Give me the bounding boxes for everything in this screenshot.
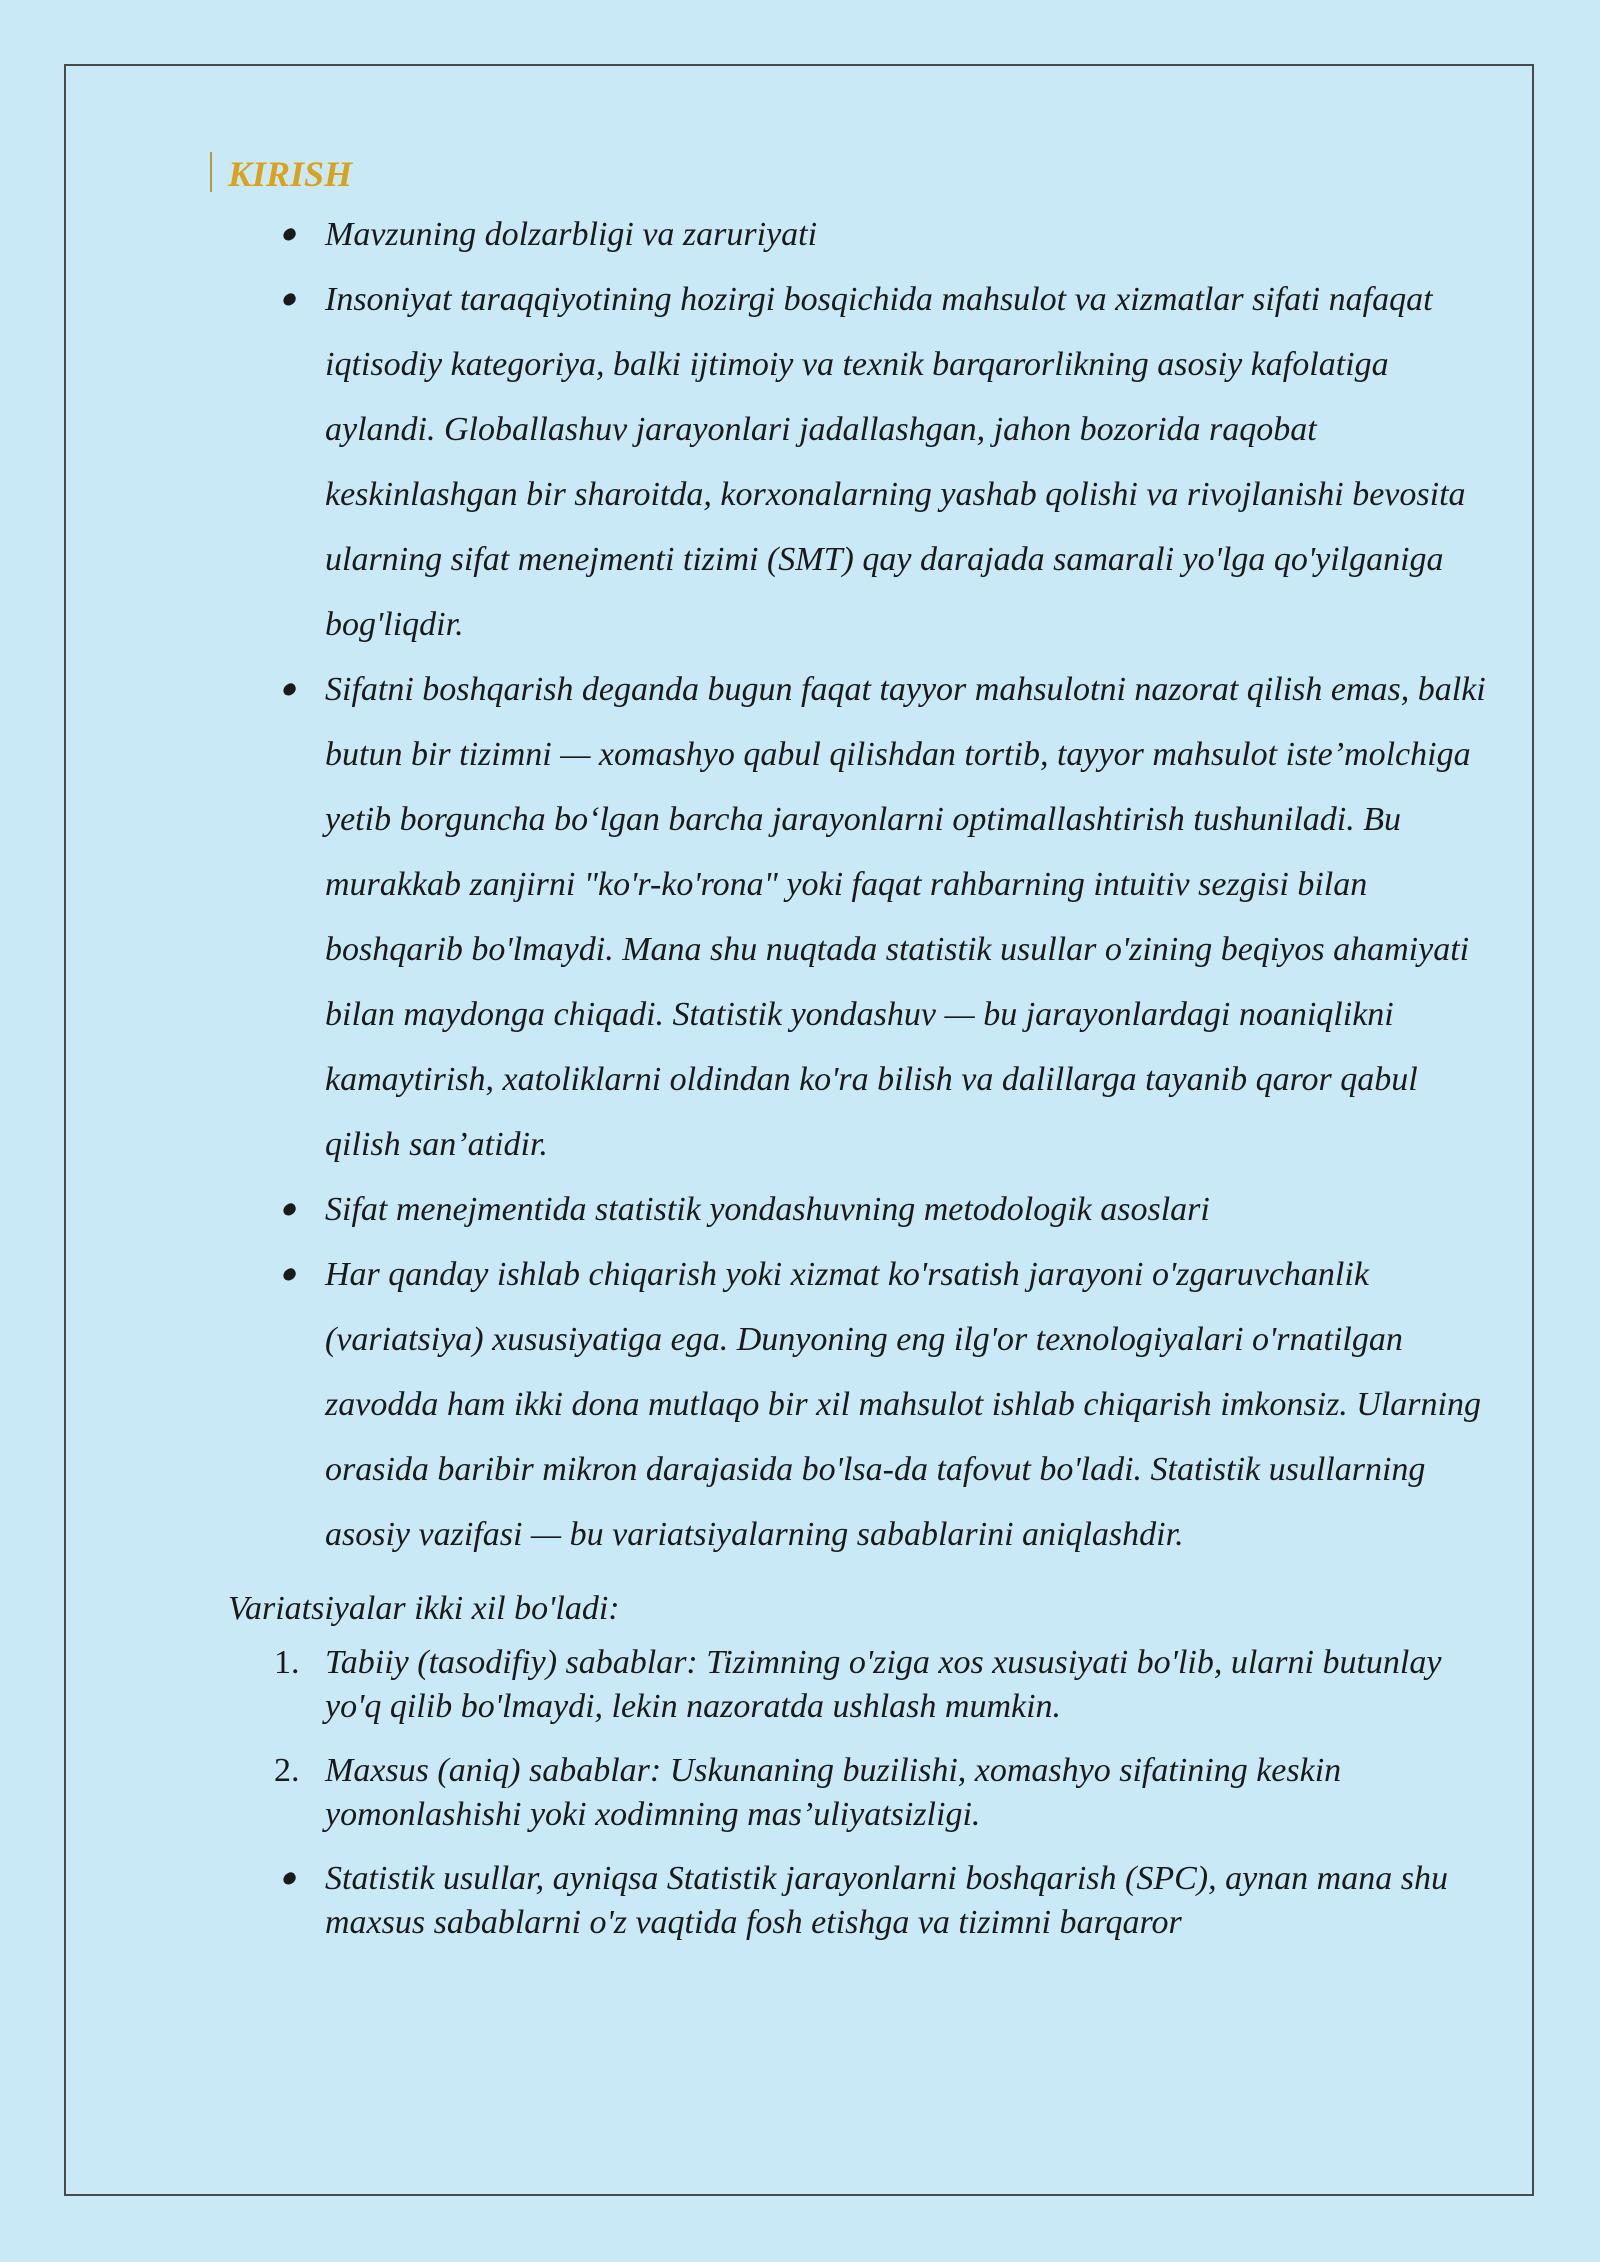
document-body [228,146,1500,1945]
numbered-list [228,1641,1500,1837]
bullet-item [228,267,1500,657]
bullet-text[interactable]: Statistik usullar, ayniqsa Statistik jarayonlarni boshqarish (SPC), aynan mana shu maxsus sabablarni o'z vaqtida fosh etishga va tizimni barqaror [325,1860,1448,1941]
bullet-item [228,1857,1500,1945]
bullet-item [228,1242,1500,1567]
text-cursor-bar [210,152,212,192]
bullet-text[interactable]: Sifat menejmentida statistik yondashuvning metodologik asoslari [325,1191,1210,1228]
list-number: 2. [274,1752,300,1789]
bullet-list-final [228,1857,1500,1945]
numbered-item [228,1749,1500,1837]
body-paragraph[interactable]: Variatsiyalar ikki xil bo'ladi: [228,1590,620,1627]
numbered-text[interactable]: Tabiiy (tasodifiy) sabablar: Tizimning o'ziga xos xususiyati bo'lib, ularni butunlay yo'q qilib bo'lmaydi, lekin nazoratda ushlash mumkin. [325,1644,1442,1725]
bullet-text[interactable]: Sifatni boshqarish deganda bugun faqat tayyor mahsulotni nazorat qilish emas, balki butun bir tizimni — xomashyo qabul qilishdan tortib, tayyor mahsulot iste’molchiga yetib borguncha bo‘lgan barcha jarayonlarni optimallashtirish tushuniladi. Bu murakkab zanjirni "ko'r-ko'rona" yoki faqat rahbarning intuitiv sezgisi bilan boshqarib bo'lmaydi. Mana shu nuqtada statistik usullar o'zining beqiyos ahamiyati bilan maydonga chiqadi. Statistik yondashuv — bu jarayonlardagi noaniqlikni kamaytirish, xatoliklarni oldindan ko'ra bilish va dalillarga tayanib qaror qabul qilish san’atidir. [325,671,1486,1163]
numbered-item [228,1641,1500,1729]
bullet-text[interactable]: Insoniyat taraqqiyotining hozirgi bosqichida mahsulot va xizmatlar sifati nafaqat iqtisodiy kategoriya, balki ijtimoiy va texnik barqarorlikning asosiy kafolatiga aylandi. Globallashuv jarayonlari jadallashgan, jahon bozorida raqobat keskinlashgan bir sharoitda, korxonalarning yashab qolishi va rivojlanishi bevosita ularning sifat menejmenti tizimi (SMT) qay darajada samarali yo'lga qo'yilganiga bog'liqdir. [325,281,1466,643]
list-number: 1. [274,1644,300,1681]
bullet-list [228,202,1500,1567]
numbered-text[interactable]: Maxsus (aniq) sabablar: Uskunaning buzilishi, xomashyo sifatining keskin yomonlashishi yoki xodimning mas’uliyatsizligi. [325,1752,1342,1833]
bullet-text[interactable]: Mavzuning dolzarbligi va zaruriyati [325,216,818,253]
heading-block [228,146,1500,202]
bullet-item [228,202,1500,267]
section-heading[interactable]: KIRISH [228,154,353,194]
bullet-item [228,657,1500,1177]
bullet-text[interactable]: Har qanday ishlab chiqarish yoki xizmat ko'rsatish jarayoni o'zgaruvchanlik (variatsiya) xususiyatiga ega. Dunyoning eng ilg'or texnologiyalari o'rnatilgan zavodda ham ikki dona mutlaqo bir xil mahsulot ishlab chiqarish imkonsiz. Ularning orasida baribir mikron darajasida bo'lsa-da tafovut bo'ladi. Statistik usullarning asosiy vazifasi — bu variatsiyalarning sabablarini aniqlashdir. [325,1256,1481,1553]
bullet-item [228,1177,1500,1242]
